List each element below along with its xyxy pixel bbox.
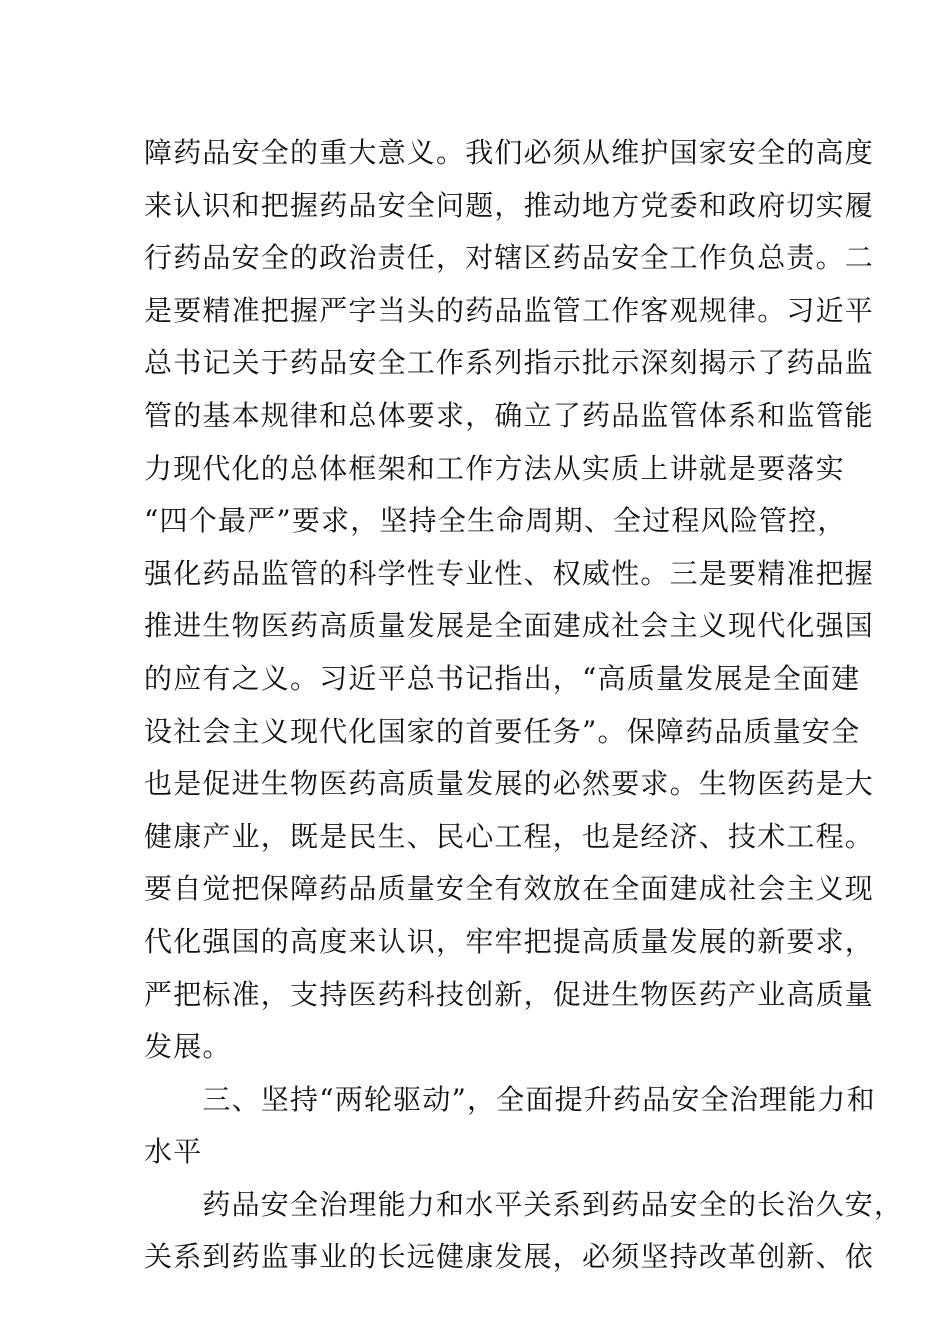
- text-line: 发展。: [144, 1030, 232, 1064]
- text-line: 要自觉把保障药品质量安全有效放在全面建成社会主义现: [144, 872, 875, 906]
- text-line: 严把标准，支持医药科技创新，促进生物医药产业高质量: [144, 977, 875, 1011]
- section-heading-line: 三、坚持“两轮驱动”，全面提升药品安全治理能力和: [144, 1082, 876, 1116]
- text-line: 管的基本规律和总体要求，确立了药品监管体系和监管能: [144, 398, 875, 432]
- text-line: “四个最严”要求，坚持全生命周期、全过程风险管控，: [144, 504, 847, 538]
- text-line: 来认识和把握药品安全问题，推动地方党委和政府切实履: [144, 188, 875, 222]
- text-line: 是要精准把握严字当头的药品监管工作客观规律。习近平: [144, 293, 875, 327]
- text-line: 的应有之义。习近平总书记指出，“高质量发展是全面建: [144, 661, 861, 695]
- text-line: 关系到药监事业的长远健康发展，必须坚持改革创新、依: [144, 1240, 875, 1274]
- text-line: 设社会主义现代化国家的首要任务”。保障药品质量安全: [144, 714, 861, 748]
- text-line: 障药品安全的重大意义。我们必须从维护国家安全的高度: [144, 136, 875, 169]
- text-line: 也是促进生物医药高质量发展的必然要求。生物医药是大: [144, 767, 875, 801]
- text-line: 强化药品监管的科学性专业性、权威性。三是要精准把握: [144, 556, 875, 590]
- text-line: 健康产业，既是民生、民心工程，也是经济、技术工程。: [144, 819, 875, 853]
- text-line: 代化强国的高度来认识，牢牢把提高质量发展的新要求，: [144, 924, 875, 958]
- text-line: 推进生物医药高质量发展是全面建成社会主义现代化强国: [144, 609, 875, 643]
- body-text: [144, 127, 904, 1284]
- text-line: 药品安全治理能力和水平关系到药品安全的长治久安，: [144, 1187, 904, 1221]
- text-line: 力现代化的总体框架和工作方法从实质上讲就是要落实: [144, 451, 845, 485]
- text-line: 总书记关于药品安全工作系列指示批示深刻揭示了药品监: [144, 346, 875, 380]
- section-heading-line: 水平: [144, 1135, 203, 1169]
- text-line: 行药品安全的政治责任，对辖区药品安全工作负总责。二: [144, 241, 875, 275]
